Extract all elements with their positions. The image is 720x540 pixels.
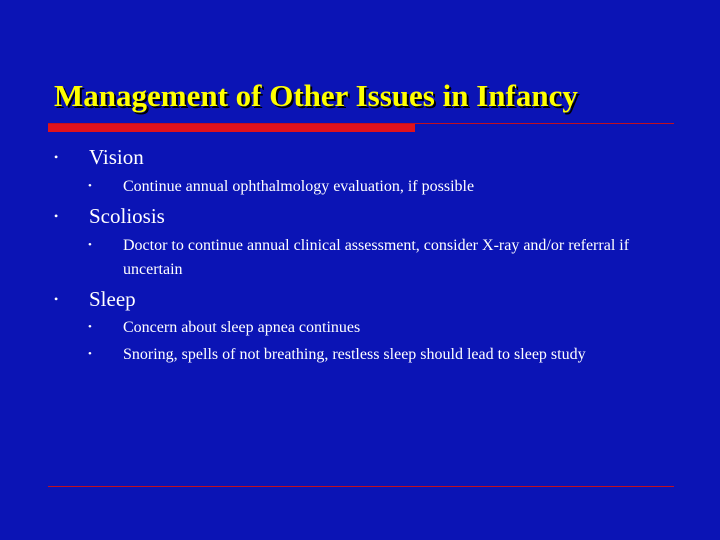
subbullet-text: Continue annual ophthalmology evaluation, if possible [123,178,475,195]
subbullet-text: Doctor to continue annual clinical assessment, consider X-ray and/or referral if uncertain [123,237,630,278]
slide-title: Management of Other Issues in Infancy [54,78,578,113]
title-underline-accent [48,124,415,132]
bullet-dot: • [54,209,59,223]
subbullet-dot: • [88,239,92,251]
footer-rule [48,486,674,487]
bullet-dot: • [54,150,59,164]
subbullet-dot: • [88,180,92,192]
subbullet-dot: • [88,348,92,360]
bullet-heading-vision: Vision [89,145,144,169]
subbullet-text: Concern about sleep apnea continues [123,319,361,336]
bullet-heading-scoliosis: Scoliosis [89,204,165,228]
subbullet-text: Snoring, spells of not breathing, restless sleep should lead to sleep study [123,346,586,363]
bullet-heading-sleep: Sleep [89,287,136,311]
subbullet-dot: • [88,321,92,333]
bullet-dot: • [54,292,59,306]
